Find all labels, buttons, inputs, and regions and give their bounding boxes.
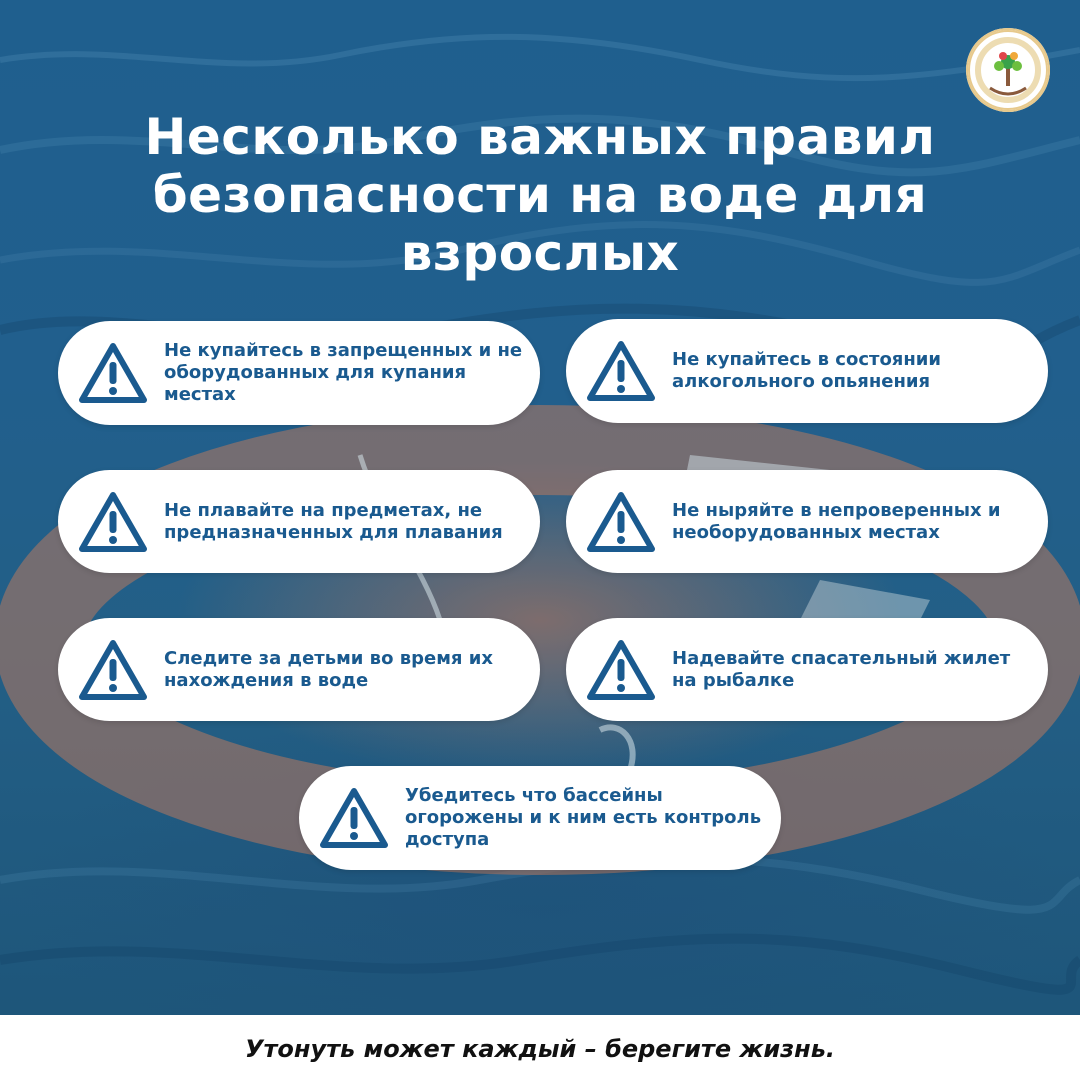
rule-card [566,618,1048,721]
rule-text: Надевайте спасательный жилет на рыбалке [672,647,1011,691]
rule-card [566,319,1048,423]
rule-text: Не плавайте на предметах, не предназначенных для плавания [164,499,503,543]
footer-slogan: Утонуть может каждый – берегите жизнь. [245,1035,835,1063]
organization-logo [966,28,1050,112]
warning-triangle-icon [78,342,148,404]
rule-card [58,470,540,573]
warning-triangle-icon [78,639,148,701]
rule-text: Следите за детьми во время их нахождения в воде [164,647,493,691]
warning-triangle-icon [78,491,148,553]
page-title: Несколько важных правил безопасности на воде для взрослых [144,108,936,282]
tree-emblem-icon [966,28,1050,112]
warning-triangle-icon [586,639,656,701]
footer-bar [0,1015,1080,1080]
warning-triangle-icon [319,787,389,849]
warning-triangle-icon [586,340,656,402]
warning-triangle-icon [586,491,656,553]
rule-text: Убедитесь что бассейны огорожены и к ним есть контроль доступа [405,785,762,850]
rule-card [58,321,540,425]
rule-text: Не купайтесь в состоянии алкогольного опьянения [672,349,942,392]
rule-text: Не ныряйте в непроверенных и необорудованных местах [672,499,1001,543]
rule-card [58,618,540,721]
rule-card [299,766,781,870]
rule-card [566,470,1048,573]
rule-text: Не купайтесь в запрещенных и не оборудованных для купания местах [164,340,523,405]
